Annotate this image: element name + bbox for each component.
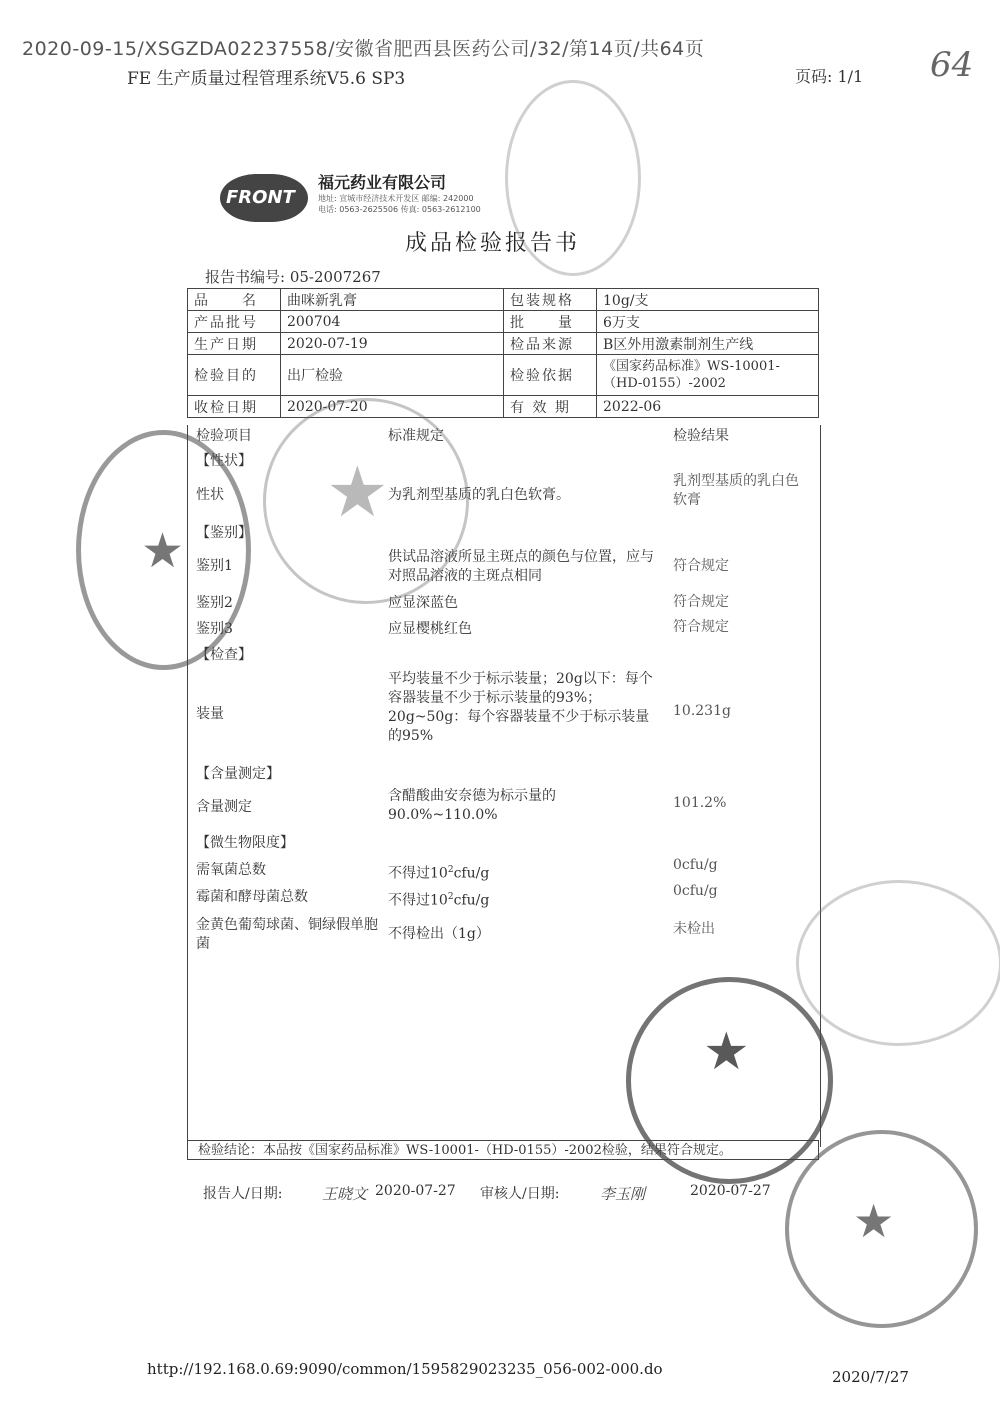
footer-url: http://192.168.0.69:9090/common/1595829023235_056-002-000.do (147, 1360, 663, 1378)
item-id3: 鉴别3 (196, 621, 233, 637)
item-pathogen: 金黄色葡萄球菌、铜绿假单胞菌 (196, 917, 378, 952)
value-receive-date: 2020-07-20 (281, 396, 504, 418)
label-receive-date: 收检日期 (188, 396, 281, 418)
label-prod-date: 生产日期 (188, 333, 281, 355)
company-address (318, 193, 481, 215)
item-fill: 装量 (196, 706, 224, 722)
seal-bottom-right-stamp (785, 1130, 978, 1328)
item-mold: 霉菌和酵母菌总数 (196, 889, 308, 905)
col-header-result: 检验结果 (673, 428, 729, 444)
print-stamp-header: 2020-09-15/XSGZDA02237558/安徽省肥西县医药公司/32/第14页/共64页 (22, 38, 705, 60)
value-valid: 2022-06 (597, 396, 819, 418)
std-aerobic-unit: cfu/g (453, 865, 490, 882)
std-pathogen: 不得检出（1g） (388, 926, 490, 942)
res-assay: 101.2% (673, 795, 727, 811)
item-id2: 鉴别2 (196, 595, 233, 611)
col-header-item: 检验项目 (196, 428, 252, 444)
value-quantity: 6万支 (597, 311, 819, 333)
document-title: 成品检验报告书 (405, 231, 581, 256)
section-micro: 【微生物限度】 (196, 835, 294, 851)
star-icon: ★ (853, 1194, 895, 1248)
res-fill: 10.231g (673, 703, 731, 719)
company-quality-seal (626, 977, 833, 1184)
col-header-standard: 标准规定 (388, 428, 444, 444)
footer-date: 2020/7/27 (832, 1368, 909, 1386)
section-identification: 【鉴别】 (196, 525, 252, 541)
label-batch: 产品批号 (188, 311, 281, 333)
reporter-label: 报告人/日期: (203, 1186, 283, 1202)
section-appearance: 【性状】 (196, 453, 252, 469)
value-basis: 《国家药品标准》WS-10001-（HD-0155）-2002 (597, 355, 819, 396)
std-aerobic-prefix: 不得过10 (388, 865, 448, 882)
seal-top-stamp (505, 80, 641, 276)
std-mold-exp: 2 (447, 892, 454, 902)
logo-text: FRONT (226, 187, 295, 208)
phone-line: 电话: 0563-2625506 传真: 0563-2612100 (318, 205, 481, 214)
item-aerobic: 需氧菌总数 (196, 862, 266, 878)
seal-right-stamp (796, 880, 1000, 1046)
section-content: 【含量测定】 (196, 766, 280, 782)
value-spec: 10g/支 (597, 289, 819, 311)
label-product-name: 品 名 (188, 289, 281, 311)
std-mold (388, 888, 658, 911)
star-icon: ★ (141, 523, 185, 579)
value-purpose: 出厂检验 (281, 355, 504, 396)
std-id1: 供试品溶液所显主斑点的颜色与位置，应与对照品溶液的主斑点相同 (388, 549, 654, 584)
std-fill: 平均装量不少于标示装量；20g以下：每个容器装量不少于标示装量的93%；20g~50g：每个容器装量不少于标示装量的95% (388, 671, 653, 744)
seal-center-stamp (263, 398, 469, 604)
seal-left-stamp (76, 430, 251, 670)
value-product-name: 曲咪新乳膏 (281, 289, 504, 311)
res-id3: 符合规定 (673, 619, 729, 635)
label-valid: 有 效 期 (504, 396, 597, 418)
res-id1: 符合规定 (673, 558, 729, 574)
section-check: 【检查】 (196, 647, 252, 663)
std-appearance: 为乳剂型基质的乳白色软膏。 (388, 487, 570, 503)
item-assay: 含量测定 (196, 799, 252, 815)
value-prod-date: 2020-07-19 (281, 333, 504, 355)
label-basis: 检验依据 (504, 355, 597, 396)
product-info-table (187, 288, 819, 418)
label-purpose: 检验目的 (188, 355, 281, 396)
address-line: 地址: 宣城市经济技术开发区 邮编: 242000 (318, 194, 474, 203)
reviewer-signature: 李玉刚 (600, 1185, 646, 1203)
label-spec: 包装规格 (504, 289, 597, 311)
value-batch: 200704 (281, 311, 504, 333)
std-aerobic-exp: 2 (447, 865, 454, 875)
std-id2: 应显深蓝色 (388, 595, 458, 611)
std-assay: 含醋酸曲安奈德为标示量的90.0%~110.0% (388, 788, 556, 823)
system-name: FE 生产质量过程管理系统V5.6 SP3 (127, 69, 406, 89)
value-source: B区外用激素制剂生产线 (597, 333, 819, 355)
reviewer-label: 审核人/日期: (480, 1186, 560, 1202)
reporter-signature: 王晓文 (322, 1185, 368, 1203)
std-id3: 应显樱桃红色 (388, 621, 472, 637)
page-number: 页码: 1/1 (795, 67, 864, 86)
company-logo (220, 174, 308, 222)
reporter-date: 2020-07-27 (375, 1183, 456, 1199)
reviewer-date: 2020-07-27 (690, 1183, 771, 1199)
item-id1: 鉴别1 (196, 558, 233, 574)
res-pathogen: 未检出 (673, 921, 715, 937)
std-aerobic (388, 861, 658, 884)
res-aerobic: 0cfu/g (673, 857, 718, 873)
report-number: 报告书编号: 05-2007267 (205, 268, 381, 286)
label-quantity: 批 量 (504, 311, 597, 333)
company-name: 福元药业有限公司 (318, 173, 447, 192)
item-appearance: 性状 (196, 487, 224, 503)
res-mold: 0cfu/g (673, 883, 718, 899)
res-appearance: 乳剂型基质的乳白色软膏 (673, 473, 799, 508)
std-mold-unit: cfu/g (453, 892, 490, 909)
label-source: 检品来源 (504, 333, 597, 355)
star-icon: ★ (326, 451, 389, 533)
std-mold-prefix: 不得过10 (388, 892, 448, 909)
handwritten-page-number: 64 (930, 45, 974, 85)
star-icon: ★ (703, 1022, 750, 1082)
conclusion: 检验结论：本品按《国家药品标准》WS-10001-（HD-0155）-2002检验，结果符合规定。 (187, 1140, 819, 1160)
res-id2: 符合规定 (673, 594, 729, 610)
